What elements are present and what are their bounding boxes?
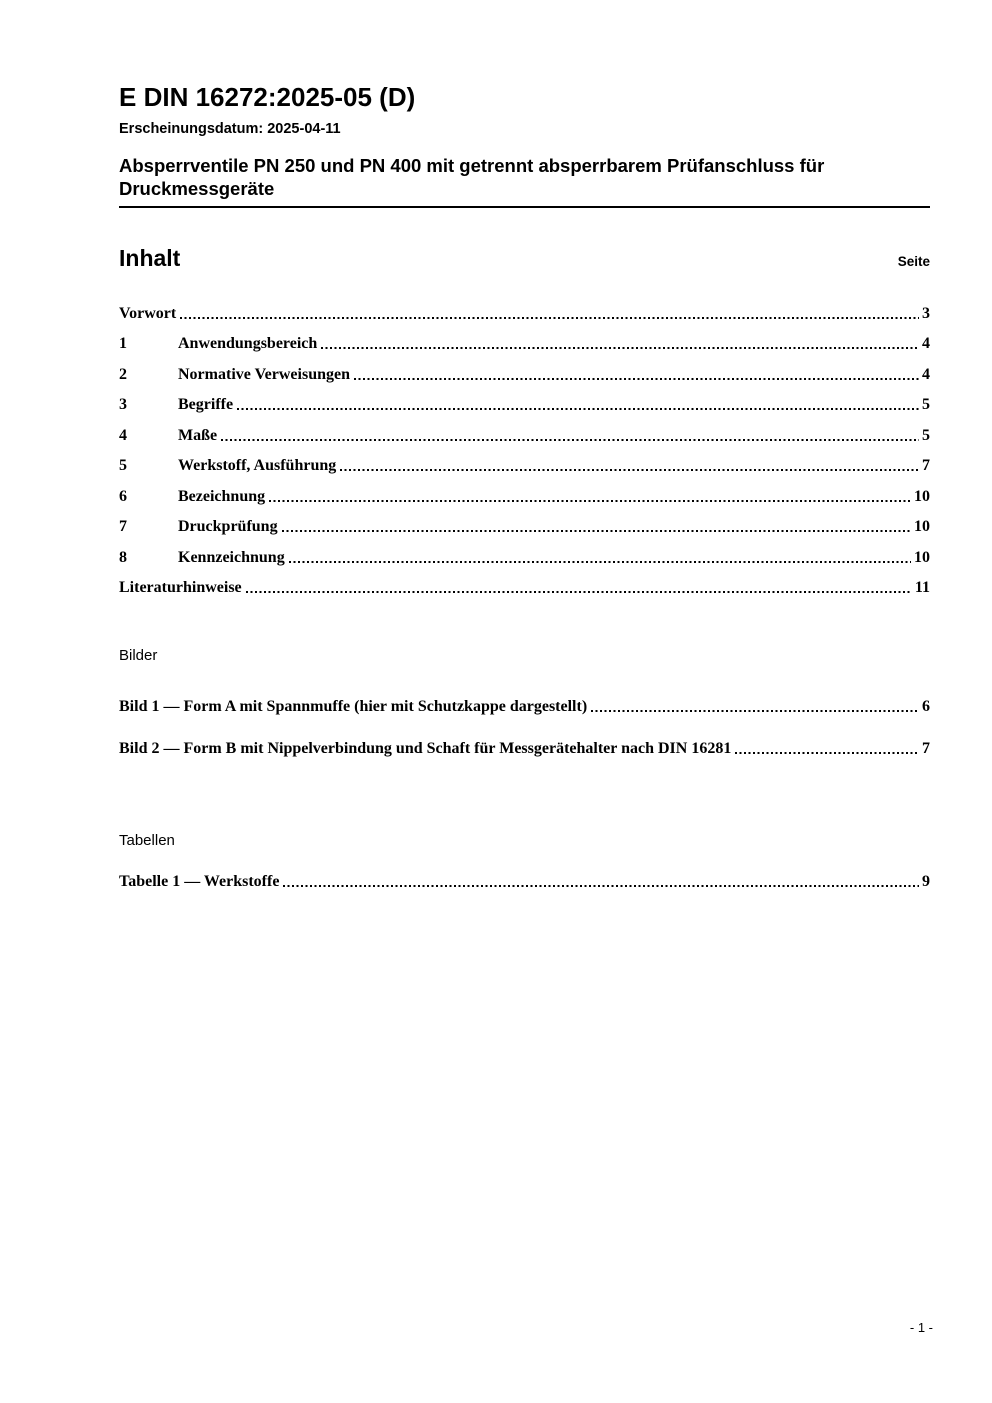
toc-entry-number: 2 [119,365,127,383]
toc-entry-page: 11 [914,579,930,596]
figure-entry-label: Bild 1 — Form A mit Spannmuffe (hier mit Schutzkappe dargestellt) [119,698,588,715]
dot-leader [289,561,911,563]
document-title: Absperrventile PN 250 und PN 400 mit getrennt absperrbarem Prüfanschluss für Druckmessgeräte [119,155,825,199]
toc-entry-label: Kennzeichnung [178,548,285,566]
figures-list [119,674,930,758]
dot-leader [221,439,919,441]
table-entry-page: 9 [922,873,930,890]
toc-entry [119,353,930,384]
toc-entry-page: 10 [914,487,930,505]
page-content [119,0,930,1403]
toc-header [119,245,930,272]
figure-entry [119,716,930,758]
dot-leader [180,317,919,319]
toc-entry [119,445,930,476]
toc-entry [119,414,930,445]
toc-heading: Inhalt [119,245,181,271]
toc-entry-number: 7 [119,518,127,535]
figure-entry-page: 6 [922,698,930,715]
toc-entry-label: Literaturhinweise [119,579,242,596]
dot-leader [321,347,919,349]
tables-heading: Tabellen [119,832,175,849]
toc-entry-page: 4 [922,335,930,352]
dot-leader [269,500,911,502]
toc-entry-number: 5 [119,457,127,474]
toc-entry [119,384,930,415]
toc-entry-label: Maße [178,426,218,444]
tables-list [119,849,930,891]
toc-entry [119,536,930,567]
dot-leader [282,530,911,532]
toc-entry [119,292,930,323]
toc-entry-label: Druckprüfung [178,518,278,535]
toc-entry-label: Vorwort [119,304,177,322]
toc-entry-label: Normative Verweisungen [178,365,350,383]
toc-list [119,292,930,597]
toc-entry-page: 10 [914,548,930,566]
dot-leader [340,469,919,471]
toc-entry-page: 7 [922,457,930,474]
figure-entry [119,674,930,716]
toc-entry-label: Bezeichnung [178,487,266,505]
page-number: - 1 - [909,1320,933,1335]
toc-entry-page: 5 [922,426,930,444]
table-entry-label: Tabelle 1 — Werkstoffe [119,873,280,890]
toc-entry-number: 4 [119,426,127,444]
dot-leader [237,408,919,410]
toc-entry [119,567,930,598]
figures-heading: Bilder [119,647,158,664]
toc-entry-label: Begriffe [178,396,234,413]
toc-entry-page: 4 [922,365,930,383]
toc-entry-number: 8 [119,548,127,566]
toc-entry-page: 3 [922,304,930,322]
toc-entry-page: 10 [914,518,930,535]
table-entry [119,849,930,891]
standard-number: E DIN 16272:2025-05 (D) [119,82,416,112]
toc-entry-label: Anwendungsbereich [178,335,318,352]
toc-entry-label: Werkstoff, Ausführung [178,457,337,474]
toc-entry-number: 1 [119,335,127,352]
toc-entry-number: 3 [119,396,127,413]
dot-leader [591,710,919,712]
toc-entry-page: 5 [922,396,930,413]
toc-entry [119,506,930,537]
toc-entry-number: 6 [119,487,127,505]
figure-entry-page: 7 [922,740,930,757]
page-column-label: Seite [897,254,930,269]
figure-entry-label: Bild 2 — Form B mit Nippelverbindung und Schaft für Messgerätehalter nach DIN 16281 [119,740,732,757]
publication-date: Erscheinungsdatum: 2025-04-11 [119,121,341,137]
dot-leader [246,591,912,593]
toc-entry [119,475,930,506]
dot-leader [283,885,919,887]
header-rule [119,206,930,208]
toc-entry [119,323,930,354]
dot-leader [354,378,919,380]
dot-leader [735,752,919,754]
